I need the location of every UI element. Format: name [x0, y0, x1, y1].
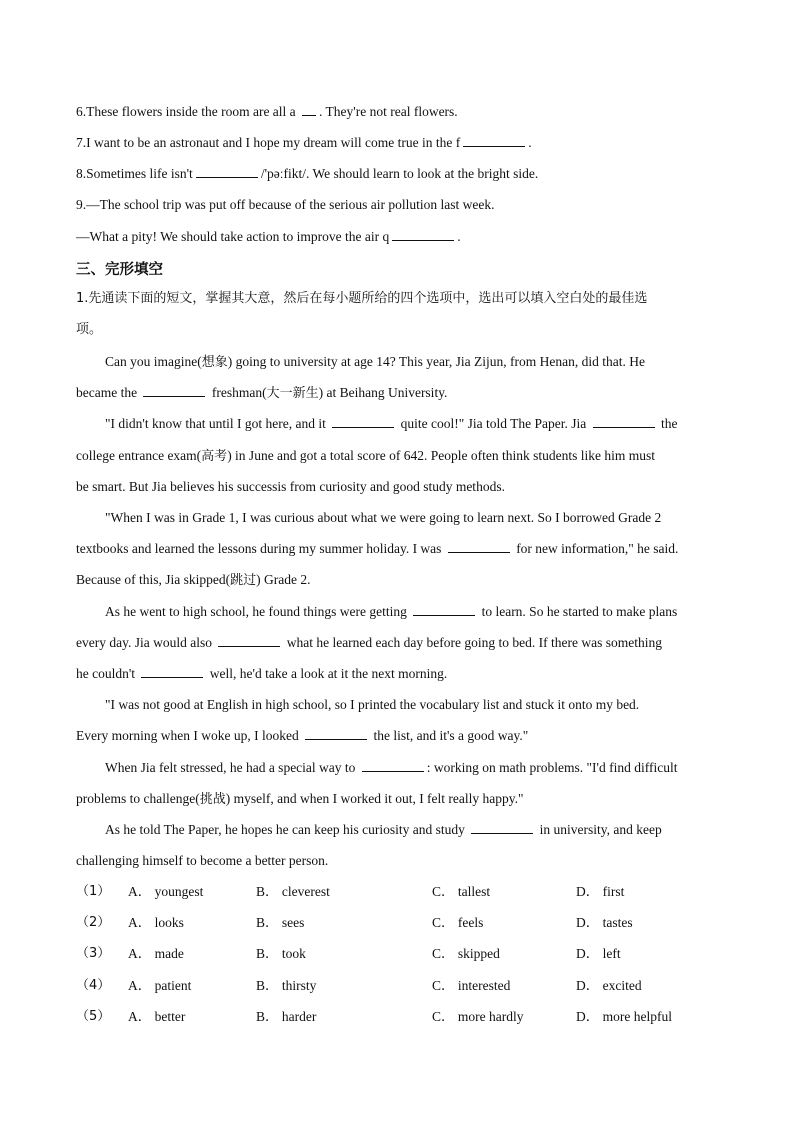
option-row: [76, 977, 726, 995]
passage-text: what he learned each day before going to bed. If there was something: [283, 634, 662, 650]
answer-blank: [392, 228, 454, 241]
cloze-blank: [332, 415, 394, 428]
option-c: C． skipped: [432, 946, 500, 962]
passage-text: he couldn't: [76, 666, 139, 681]
passage-line: [76, 634, 726, 652]
passage-line: [76, 384, 726, 403]
passage-text: 高考: [201, 448, 228, 464]
passage-text: to learn. So he started to make plans: [478, 603, 678, 619]
passage-line: [76, 540, 726, 558]
option-row: [76, 914, 726, 932]
passage-text: ) Grade 2.: [256, 572, 311, 588]
question-number: （5）: [76, 1008, 111, 1024]
passage-line: [76, 478, 726, 496]
vocab-question-6: [76, 103, 726, 121]
cloze-blank: [413, 603, 475, 616]
passage-text: "When I was in Grade 1, I was curious about what we were going to learn next. So I borrowed Grade 2: [105, 510, 662, 525]
passage-text: "I was not good at English in high school, so I printed the vocabulary list and stuck it onto my bed.: [105, 697, 640, 713]
option-a: A． made: [128, 946, 184, 962]
passage-line: [76, 790, 726, 809]
instruction-line: 1.先通读下面的短文，掌握其大意，然后在每小题所给的四个选项中，选出可以填入空白处的最佳选: [76, 291, 648, 306]
passage-text: quite cool!" Jia told The Paper. Jia: [397, 416, 590, 432]
vocab-question-9-reply: [76, 228, 726, 246]
option-a: A． better: [128, 1008, 186, 1024]
option-d: D． excited: [576, 977, 642, 993]
passage-line: [105, 696, 726, 714]
passage-text: Because of this, Jia skipped(: [76, 572, 231, 588]
option-a: A． patient: [128, 977, 192, 993]
passage-text: the list, and it's a good way.": [370, 728, 529, 744]
cloze-blank: [141, 665, 203, 678]
passage-text: well, he'd take a look at it the next morning.: [206, 666, 448, 681]
passage-text: ) at Beihang University.: [318, 385, 448, 401]
cloze-blank: [305, 727, 367, 740]
option-c: C． tallest: [432, 884, 491, 899]
option-d: D． tastes: [576, 915, 633, 931]
passage-text: ) in June and got a total score of 642. People often think students like him must: [227, 447, 655, 463]
passage-text: As he told The Paper, he hopes he can keep his curiosity and study: [105, 822, 469, 837]
section-title: 三、完形填空: [76, 262, 163, 278]
passage-text: ) going to university at age 14? This year, Jia Zijun, from Henan, did that. He: [227, 354, 645, 369]
passage-text: college entrance exam(: [76, 447, 202, 463]
passage-text: 大一新生: [266, 386, 319, 402]
question-text: 8.Sometimes life isn't: [76, 166, 193, 181]
cloze-blank: [362, 759, 424, 772]
cloze-blank: [471, 821, 533, 834]
passage-text: 想象: [201, 355, 228, 370]
question-text: .: [528, 135, 532, 150]
passage-text: : working on math problems. "I'd find difficult: [426, 759, 678, 775]
option-c: C． more hardly: [432, 1008, 524, 1024]
passage-text: As he went to high school, he found things were getting: [105, 603, 411, 619]
question-text: 7.I want to be an astronaut and I hope my dream will come true in the f: [76, 135, 461, 150]
question-text: 6.These flowers inside the room are all a: [76, 104, 300, 119]
passage-text: every day. Jia would also: [76, 634, 216, 650]
passage-line: [76, 852, 726, 870]
passage-line: [105, 603, 726, 621]
instruction-line: 项。: [76, 322, 103, 337]
question-number: （3）: [76, 946, 111, 962]
passage-line: [105, 759, 726, 777]
option-row: [76, 1008, 726, 1026]
option-d: D． more helpful: [576, 1008, 672, 1024]
passage-text: problems to challenge(: [76, 790, 200, 806]
cloze-blank: [143, 384, 205, 397]
option-b: B． thirsty: [256, 977, 317, 993]
option-c: C． feels: [432, 915, 484, 931]
answer-blank: [196, 165, 258, 178]
question-number: （2）: [76, 915, 111, 931]
option-b: B． harder: [256, 1008, 317, 1024]
passage-text: When Jia felt stressed, he had a special way to: [105, 759, 359, 775]
option-d: D． first: [576, 884, 625, 899]
question-text: .: [457, 229, 461, 244]
option-b: B． took: [256, 946, 306, 962]
passage-text: Can you imagine(: [105, 354, 202, 369]
passage-text: Every morning when I woke up, I looked: [76, 728, 303, 744]
question-text: —What a pity! We should take action to improve the air q: [76, 229, 390, 244]
passage-text: became the: [76, 385, 141, 401]
question-number: （4）: [76, 977, 111, 993]
answer-blank: [463, 134, 525, 147]
passage-line: [76, 447, 726, 466]
question-number: （1）: [76, 884, 111, 899]
passage-text: be smart. But Jia believes his successis from curiosity and good study methods.: [76, 478, 505, 494]
question-text: /'pəːfikt/. We should learn to look at the bright side.: [260, 166, 539, 181]
passage-line: [105, 353, 726, 372]
passage-text: in university, and keep: [536, 822, 662, 837]
option-d: D． left: [576, 946, 621, 962]
option-row: [76, 945, 726, 963]
passage-line: [105, 509, 726, 527]
passage-line: [76, 665, 726, 683]
vocab-question-7: [76, 134, 726, 152]
option-a: A． looks: [128, 915, 184, 931]
passage-text: for new information," he said.: [512, 541, 679, 557]
option-a: A． youngest: [128, 884, 204, 899]
passage-text: "I didn't know that until I got here, and it: [105, 416, 330, 432]
option-b: B． cleverest: [256, 884, 330, 899]
passage-line: [76, 571, 726, 590]
passage-text: the: [657, 416, 678, 432]
passage-text: ) myself, and when I worked it out, I felt really happy.": [225, 790, 524, 806]
passage-text: freshman(: [208, 385, 267, 401]
option-b: B． sees: [256, 915, 305, 931]
vocab-question-9: [76, 196, 726, 214]
vocab-question-8: [76, 165, 726, 183]
passage-text: 挑战: [199, 791, 226, 807]
passage-line: [76, 727, 726, 745]
question-text: . They're not real flowers.: [319, 104, 458, 119]
cloze-blank: [593, 415, 655, 428]
option-row: [76, 883, 726, 901]
passage-line: [105, 821, 726, 839]
cloze-blank: [218, 634, 280, 647]
cloze-blank: [448, 540, 510, 553]
option-c: C． interested: [432, 977, 511, 993]
passage-text: textbooks and learned the lessons during my summer holiday. I was: [76, 541, 445, 557]
answer-blank: [302, 103, 316, 116]
question-text: 9.—The school trip was put off because of the serious air pollution last week.: [76, 197, 495, 212]
passage-text: 跳过: [230, 573, 257, 589]
passage-text: challenging himself to become a better person.: [76, 853, 329, 869]
passage-line: [105, 415, 726, 433]
